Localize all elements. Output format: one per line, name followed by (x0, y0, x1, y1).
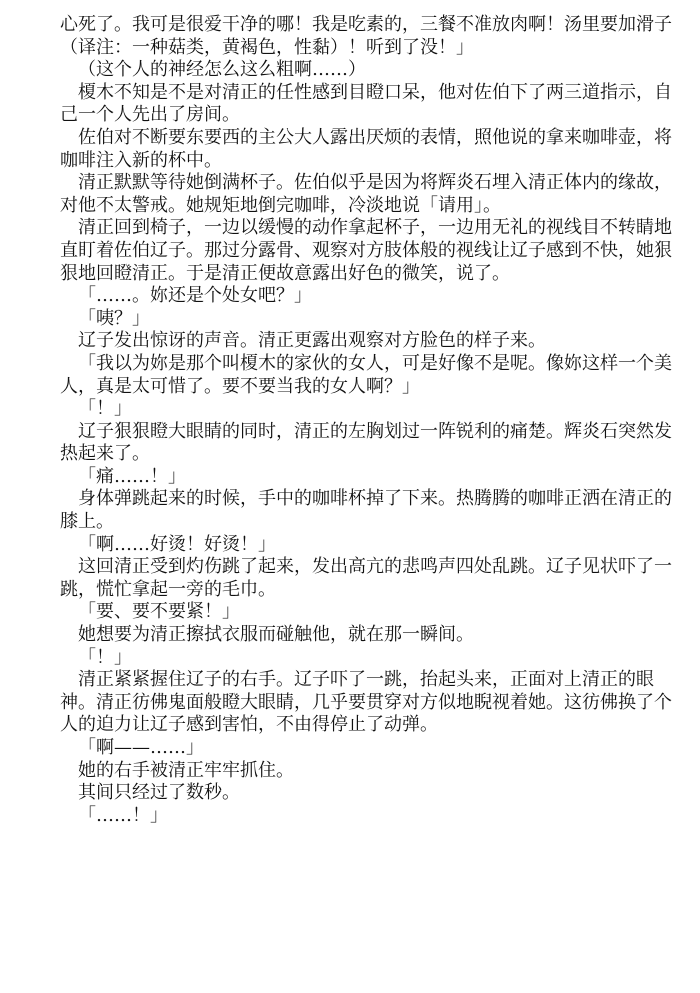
dialogue-line: 「咦？」 (78, 307, 150, 329)
dialogue-line: 「！」 (78, 646, 132, 668)
paragraph: 她想要为清正擦拭衣服而碰触他，就在那一瞬间。 (78, 624, 474, 646)
paragraph: 心死了。我可是很爱干净的哪！我是吃素的，三餐不准放肉啊！汤里要加滑子（译注：一种菇类，黄褐色，性黏）！听到了没！」 (60, 14, 672, 58)
dialogue-line: 「要、要不要紧！」 (78, 601, 240, 623)
paragraph: 清正默默等待她倒满杯子。佐伯似乎是因为将辉炎石埋入清正体内的缘故，对他不太警戒。她规矩地倒完咖啡，冷淡地说「请用」。 (60, 172, 672, 216)
paragraph: 她的右手被清正牢牢抓住。 (78, 759, 294, 781)
paragraph: 榎木不知是不是对清正的任性感到目瞪口呆，他对佐伯下了两三道指示，自己一个人先出了房间。 (60, 81, 672, 126)
dialogue-line: 「啊……好烫！好烫！」 (78, 533, 276, 555)
dialogue-line: 「……。妳还是个处女吧？」 (78, 285, 312, 307)
dialogue-line: 「我以为妳是那个叫榎木的家伙的女人，可是好像不是呢。像妳这样一个美人，真是太可惜了。要不要当我的女人啊？」 (60, 352, 672, 397)
dialogue-line: 「……！」 (78, 804, 168, 826)
paragraph: 佐伯对不断要东要西的主公大人露出厌烦的表情，照他说的拿来咖啡壶，将咖啡注入新的杯中。 (60, 126, 672, 171)
dialogue-line: 「！」 (78, 398, 132, 420)
paragraph: 这回清正受到灼伤跳了起来，发出高亢的悲鸣声四处乱跳。辽子见状吓了一跳，慌忙拿起一旁的毛巾。 (60, 556, 672, 600)
paragraph: （这个人的神经怎么这么粗啊……） (78, 59, 366, 81)
paragraph: 身体弹跳起来的时候，手中的咖啡杯掉了下来。热腾腾的咖啡正洒在清正的膝上。 (60, 488, 672, 533)
paragraph: 其间只经过了数秒。 (78, 782, 240, 804)
paragraph: 辽子狠狠瞪大眼睛的同时，清正的左胸划过一阵锐利的痛楚。辉炎石突然发热起来了。 (60, 420, 672, 465)
paragraph: 清正回到椅子，一边以缓慢的动作拿起杯子，一边用无礼的视线目不转睛地直盯着佐伯辽子。那过分露骨、观察对方肢体般的视线让辽子感到不快，她狠狠地回瞪清正。于是清正便故意露出好色的微笑，说了。 (60, 217, 672, 284)
paragraph: 清正紧紧握住辽子的右手。辽子吓了一跳，抬起头来，正面对上清正的眼神。清正彷佛鬼面般瞪大眼睛，几乎要贯穿对方似地睨视着她。这彷佛换了个人的迫力让辽子感到害怕，不由得停止了动弹。 (60, 669, 672, 736)
paragraph: 辽子发出惊讶的声音。清正更露出观察对方脸色的样子来。 (78, 330, 546, 352)
dialogue-line: 「痛……！」 (78, 465, 186, 487)
dialogue-line: 「啊——……」 (78, 737, 204, 758)
